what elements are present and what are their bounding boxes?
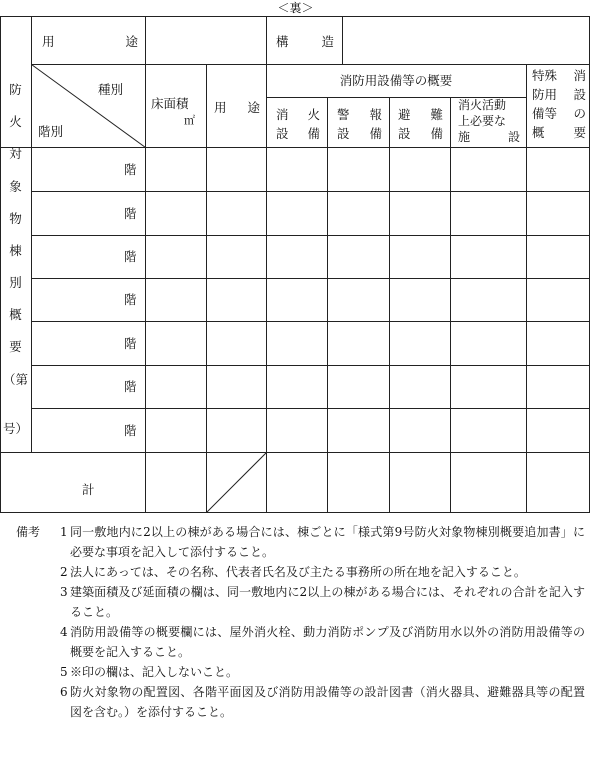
note-item xyxy=(0,622,591,662)
floor-row-label: 階 xyxy=(124,379,137,394)
note-item xyxy=(0,582,591,622)
note-text: 消防用設備等の概要欄には、屋外消火栓、動力消防ポンプ及び消防用水以外の消防用設備等の概要を記入すること。 xyxy=(70,625,585,659)
note-number: 2 xyxy=(60,565,68,579)
building-summary-table xyxy=(0,16,590,513)
structure-label: 構 造 xyxy=(276,34,334,49)
use-column-header: 用 途 xyxy=(214,100,260,115)
alarm-equipment-header-line1: 警 報 xyxy=(337,107,382,122)
vertical-char: 象 xyxy=(9,178,22,194)
vertical-char: 概 xyxy=(9,307,22,323)
type-label: 種別 xyxy=(98,82,124,97)
notes-section xyxy=(0,522,591,722)
use-input-cell[interactable] xyxy=(146,16,265,64)
notes-heading: 備考 xyxy=(16,525,41,539)
vertical-char: 対 xyxy=(9,146,22,162)
note-item xyxy=(0,522,591,562)
floor-row-label: 階 xyxy=(124,249,137,264)
note-number: 4 xyxy=(60,625,68,639)
table-grid xyxy=(0,16,590,513)
page-title: ＜裏＞ xyxy=(277,1,314,15)
floor-area-label: 床面積 xyxy=(151,96,189,111)
floor-row-label: 階 xyxy=(124,162,137,177)
floor-area-unit: ㎡ xyxy=(184,114,195,127)
floor-row-label: 階 xyxy=(124,206,137,221)
vertical-label-building-summary xyxy=(0,64,31,452)
use-label: 用 途 xyxy=(42,34,138,49)
vertical-char: 号） xyxy=(2,420,28,436)
floor-type-label: 階別 xyxy=(38,124,64,139)
alarm-equipment-header-line2: 設 備 xyxy=(337,126,382,141)
vertical-char: 別 xyxy=(9,275,22,291)
note-text: 防火対象物の配置図、各階平面図及び消防用設備等の設計図書（消火器具、避難器具等の配置図を含む。）を添付すること。 xyxy=(70,685,585,719)
vertical-char: 要 xyxy=(9,339,22,355)
vertical-char: 棟 xyxy=(9,242,22,258)
floor-row-label: 階 xyxy=(124,292,137,307)
note-text: 同一敷地内に2以上の棟がある場合には、棟ごとに「様式第9号防火対象物棟別概要追加書」に必要な事項を記入して添付すること。 xyxy=(70,525,585,559)
note-item xyxy=(0,662,591,682)
note-number: 5 xyxy=(60,665,68,679)
total-row-label: 計 xyxy=(82,482,95,497)
note-number: 6 xyxy=(60,685,68,699)
note-item xyxy=(0,682,591,722)
note-text: ※印の欄は、記入しないこと。 xyxy=(70,665,239,679)
evacuation-equipment-header-line2: 設 備 xyxy=(398,126,443,141)
note-item xyxy=(0,562,591,582)
special-fire-equipment-header: 特殊 消 防用 設 備等 の 概 要 xyxy=(532,68,586,140)
vertical-char: （第 xyxy=(2,371,28,387)
vertical-char: 防 xyxy=(9,82,22,97)
floor-row-label: 階 xyxy=(124,336,137,351)
note-number: 3 xyxy=(60,585,68,599)
extinguishing-equipment-header-line1: 消 火 xyxy=(276,107,320,122)
note-text: 建築面積及び延面積の欄は、同一敷地内に2以上の棟がある場合には、それぞれの合計を記入すること。 xyxy=(70,585,585,619)
note-number: 1 xyxy=(60,525,68,539)
vertical-char: 物 xyxy=(9,210,22,226)
floor-row-label: 階 xyxy=(124,423,137,438)
vertical-char: 火 xyxy=(9,114,22,130)
firefighting-facilities-header: 消火活動 上必要な 施 設 xyxy=(458,98,520,144)
extinguishing-equipment-header-line2: 設 備 xyxy=(276,126,320,141)
evacuation-equipment-header-line1: 避 難 xyxy=(398,107,443,122)
fire-equipment-summary-header: 消防用設備等の概要 xyxy=(339,73,453,88)
note-text: 法人にあっては、その名称、代表者氏名及び主たる事務所の所在地を記入すること。 xyxy=(70,565,526,579)
structure-input-cell[interactable] xyxy=(343,16,589,64)
